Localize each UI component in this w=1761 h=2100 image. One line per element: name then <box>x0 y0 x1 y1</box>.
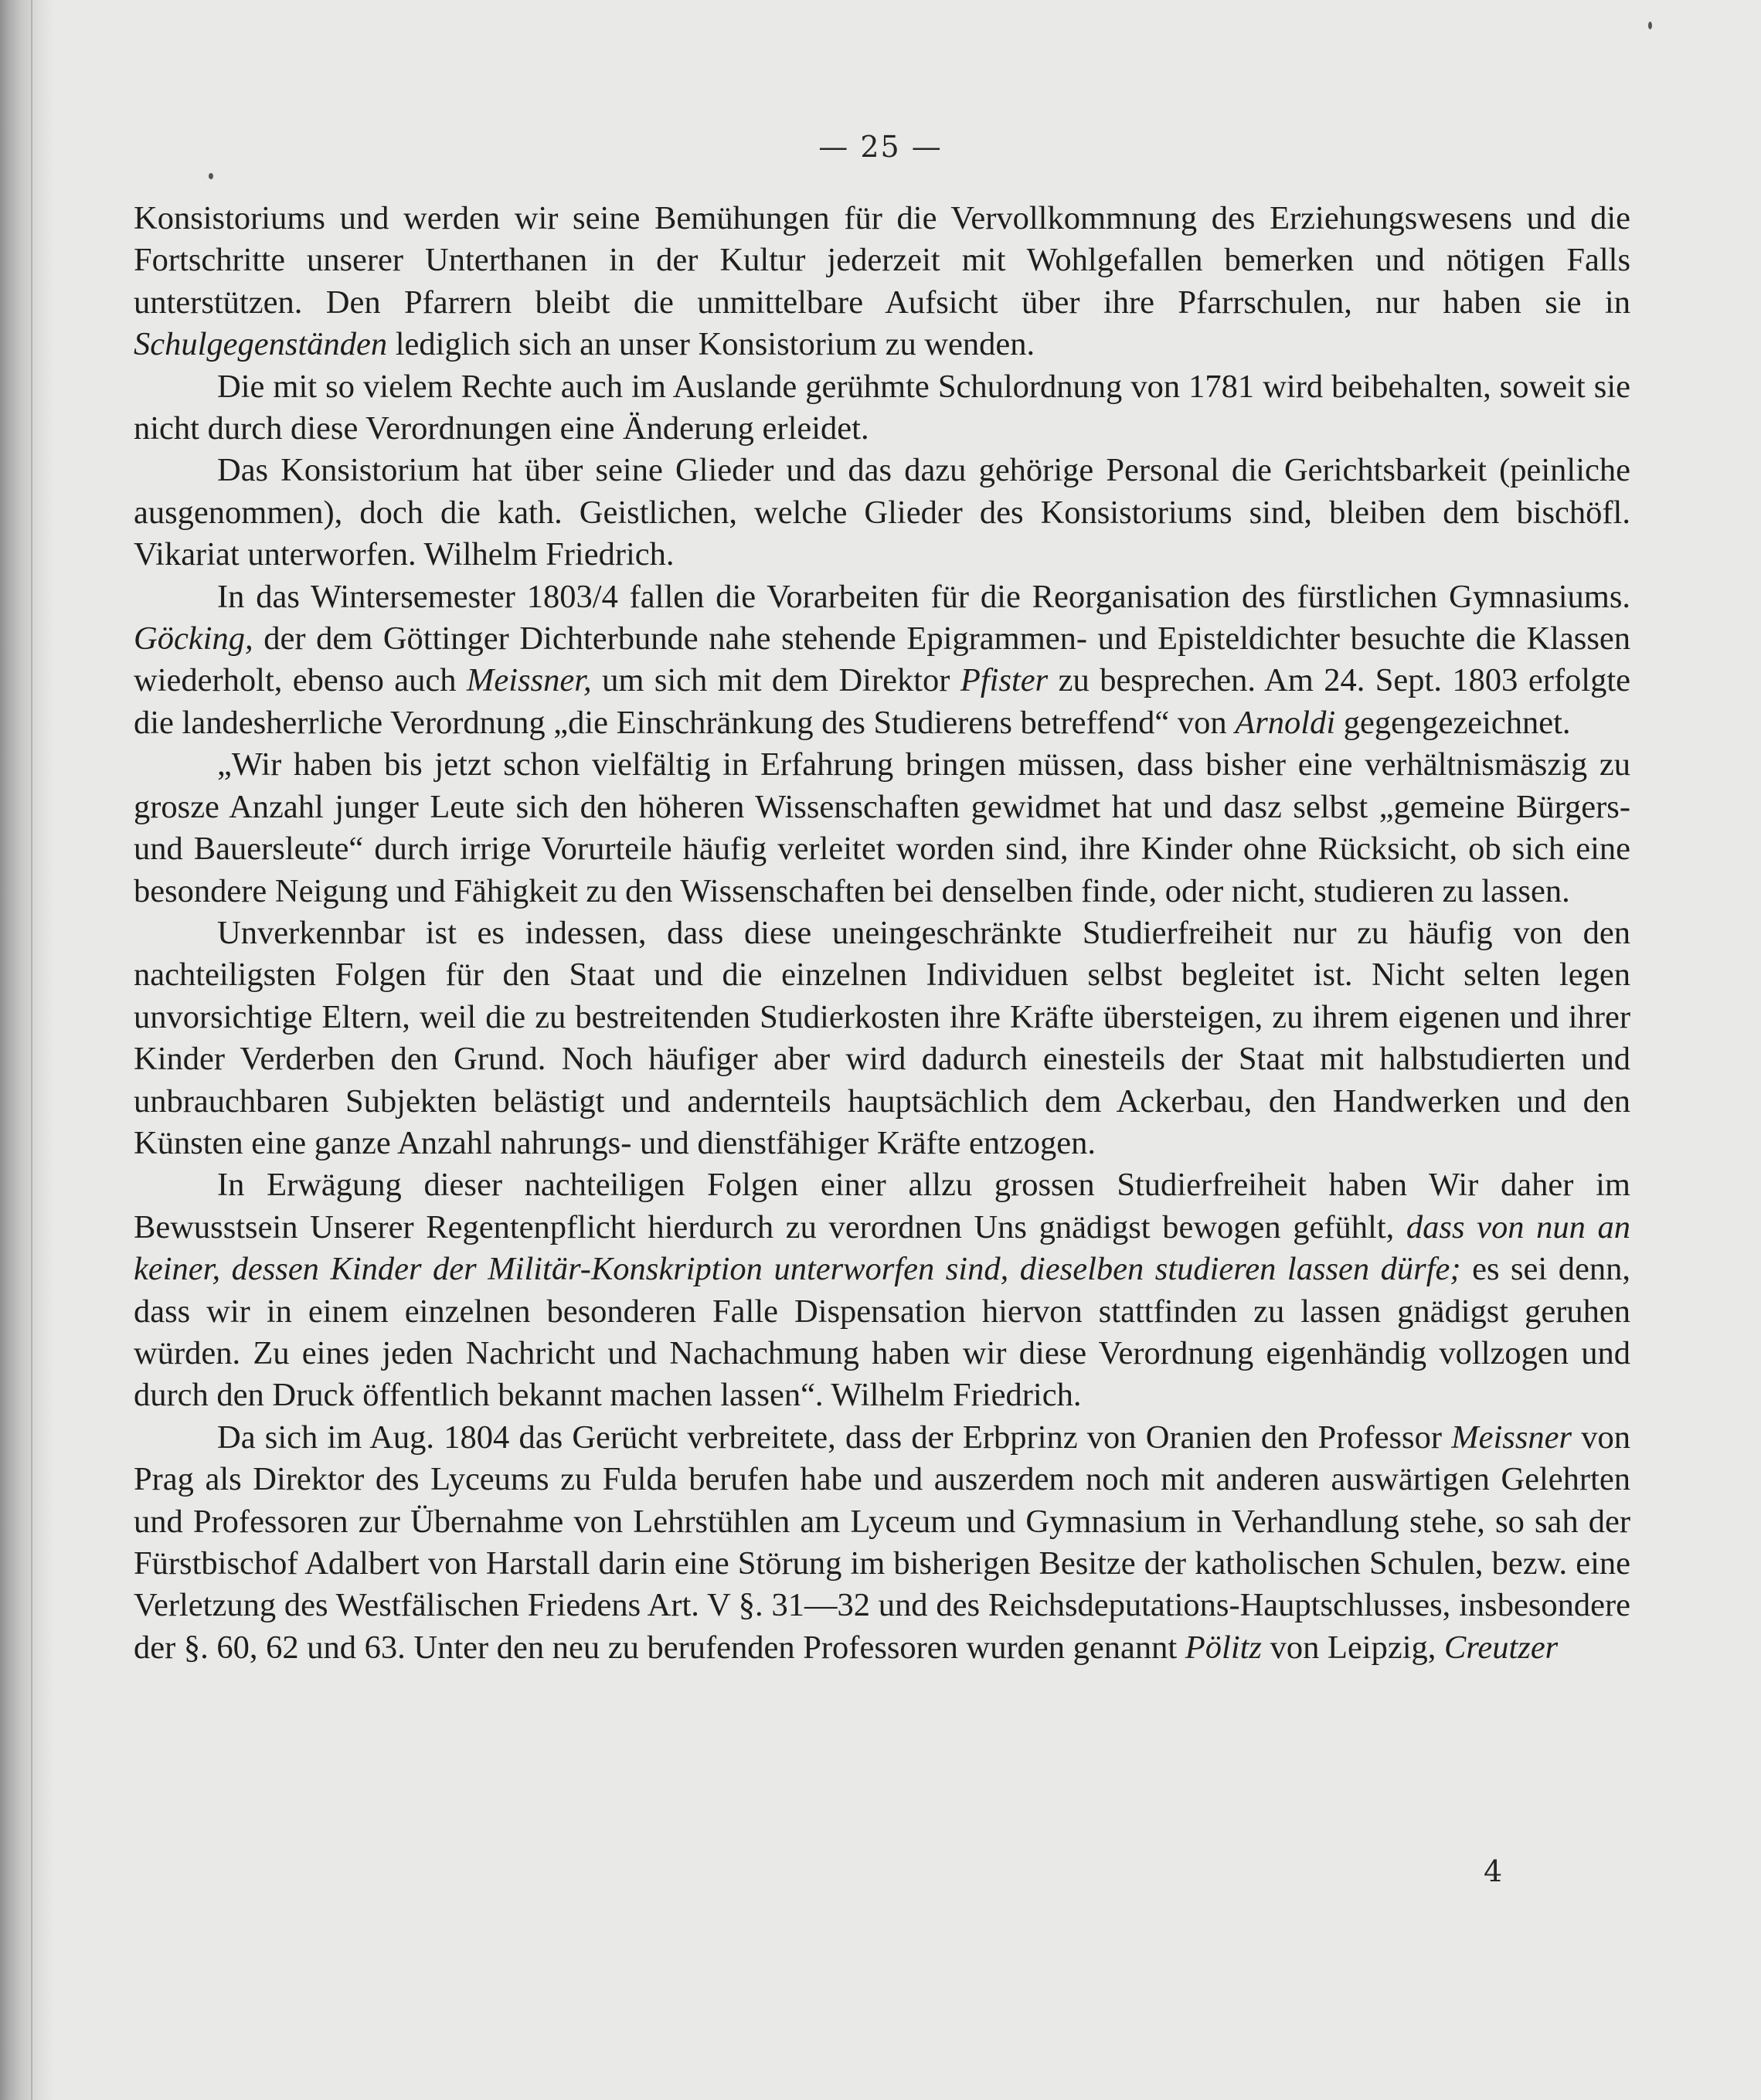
signature-mark: 4 <box>1484 1854 1503 1888</box>
paragraph <box>134 912 1630 1164</box>
text-run: Da sich im Aug. 1804 das Gerücht verbreitete, dass der Erbprinz von Oranien den Professor <box>217 1419 1452 1456</box>
paragraph <box>134 1417 1630 1669</box>
paragraph <box>134 450 1630 576</box>
text-run: Unverkennbar ist es indessen, dass diese uneingeschränkte Studierfreiheit nur zu häufig von den nachteiligsten Folgen für den Staat und die einzelnen Individuen selbst begleitet ist. Nicht selten legen unvorsichtige Eltern, weil die zu bestreitenden Studierkosten ihre Kräfte übersteigen, zu ihrem eigenen und ihrer Kinder Verderben den Grund. Noch häufiger aber wird dadurch einesteils der Staat mit halbstudierten und unbrauchbaren Subjekten belästigt und andernteils hauptsächlich dem Ackerbau, den Handwerken und den Künsten eine ganze Anzahl nahrungs- und dienstfähiger Kräfte entzogen. <box>134 914 1630 1161</box>
paragraph <box>134 576 1630 745</box>
text-run: lediglich sich an unser Konsistorium zu wenden. <box>387 326 1035 363</box>
text-run: In das Wintersemester 1803/4 fallen die Vorarbeiten für die Reorganisation des fürstlichen Gymnasiums. <box>217 578 1630 615</box>
ink-speck <box>1648 22 1652 29</box>
text-run: Das Konsistorium hat über seine Glieder und das dazu gehörige Personal die Gerichtsbarkeit (peinliche ausgenommen), doch die kath. Geistlichen, welche Glieder des Konsistoriums sind, bleiben dem bischöfl. Vikariat unterworfen. Wilhelm Friedrich. <box>134 452 1630 573</box>
page-number: — 25 — <box>818 130 943 164</box>
text-run: von Prag als Direktor des Lyceums zu Fulda berufen habe und auszerdem noch mit anderen auswärtigen Gelehrten und Professoren zur Übernahme von Lehrstühlen am Lyceum und Gymnasium in Verhandlung stehe, so sah der Fürstbischof Adalbert von Harstall darin eine Störung im bisherigen Besitze der katholischen Schulen, bezw. eine Verletzung des Westfälischen Friedens Art. V §. 31—32 und des Reichsdeputations-Hauptschlusses, insbesondere der §. 60, 62 und 63. Unter den neu zu berufenden Professoren wurden genannt <box>134 1419 1631 1666</box>
italic-run: Arnoldi <box>1235 704 1336 741</box>
body-text <box>134 198 1630 1669</box>
paragraph <box>134 1164 1630 1416</box>
italic-run: Pölitz <box>1185 1629 1262 1666</box>
italic-run: dass von nun an keiner, dessen Kinder der Militär-Konskription unterworfen sind, dieselben studieren lassen dürfe; <box>134 1208 1630 1288</box>
text-run: gegengezeichnet. <box>1335 704 1571 741</box>
italic-run: Göcking, <box>134 620 253 658</box>
text-run: von Leipzig, <box>1261 1629 1445 1666</box>
binding-gutter <box>0 0 54 2100</box>
text-run: der dem Göttinger Dichterbunde nahe stehende Epigrammen- und Episteldichter besuchte die Klassen wiederholt, ebenso auch <box>134 620 1630 699</box>
text-run: „Wir haben bis jetzt schon vielfältig in Erfahrung bringen müssen, dass bisher eine verhältnismäszig zu grosze Anzahl junger Leute sich den höheren Wissenschaften gewidmet hat und dasz selbst „gemeine Bürgers- und Bauersleute“ durch irrige Vorurteile häufig verleitet worden sind, ihre Kinder ohne Rücksicht, ob sich eine besondere Neigung und Fähigkeit zu den Wissenschaften bei denselben finde, oder nicht, studieren zu lassen. <box>134 746 1630 909</box>
text-run: In Erwägung dieser nachteiligen Folgen einer allzu grossen Studierfreiheit haben Wir daher im Bewusstsein Unserer Regentenpflicht hierdurch zu verordnen Uns gnädigst bewogen gefühlt, <box>134 1167 1630 1245</box>
italic-run: Schulgegenständen <box>134 326 388 363</box>
text-run: Konsistoriums und werden wir seine Bemühungen für die Vervollkommnung des Erziehungswesens und die Fortschritte unserer Unterthanen in der Kultur jederzeit mit Wohlgefallen bemerken und nötigen Falls unterstützen. Den Pfarrern bleibt die unmittelbare Aufsicht über ihre Pfarrschulen, nur haben sie in <box>134 200 1630 321</box>
gutter-edge-line <box>31 0 32 2100</box>
continuation-paragraph <box>134 198 1630 366</box>
text-run: Die mit so vielem Rechte auch im Auslande gerühmte Schulordnung von 1781 wird beibehalten, soweit sie nicht durch diese Verordnungen eine Änderung erleidet. <box>134 368 1630 447</box>
italic-run: Meissner <box>1451 1419 1572 1456</box>
text-run: zu besprechen. Am 24. Sept. 1803 erfolgte die landesherrliche Verordnung „die Einschränkung des Studierens betreffend“ von <box>134 662 1630 741</box>
paragraph <box>134 366 1630 450</box>
italic-run: Creutzer <box>1444 1629 1559 1666</box>
paragraph <box>134 744 1630 912</box>
italic-run: Pfister <box>960 662 1049 699</box>
text-run: es sei denn, dass wir in einem einzelnen besonderen Falle Dispensation hiervon stattfinden zu lassen gnädigst geruhen würden. Zu eines jeden Nachricht und Nachachmung haben wir diese Verordnung eigenhändig vollzogen und durch den Druck öffentlich bekannt machen lassen“. Wilhelm Friedrich. <box>134 1251 1630 1414</box>
ink-speck <box>209 173 213 179</box>
italic-run: Meissner, <box>466 662 592 699</box>
text-run: um sich mit dem Direktor <box>591 662 960 699</box>
